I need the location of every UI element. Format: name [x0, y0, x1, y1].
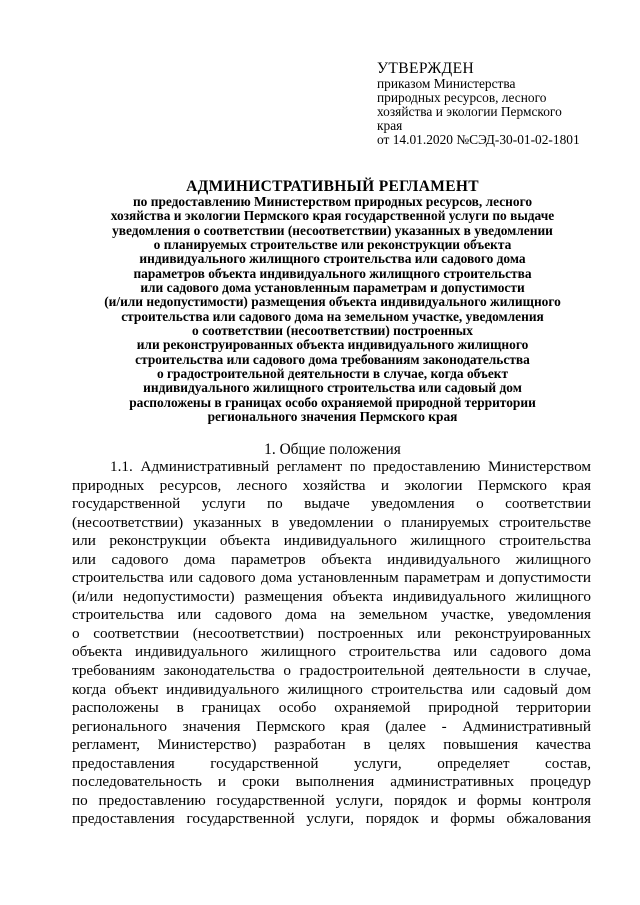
title-line: уведомления о соответствии (несоответствии) указанных в уведомлении	[112, 222, 553, 238]
paragraph-line: регламент, Министерство) разработан в целях повышения качества	[72, 736, 591, 754]
title-line: о планируемых строительстве или реконструкции объекта	[153, 237, 512, 253]
paragraph-line: объекта индивидуального жилищного строительства или садового дома	[72, 643, 591, 661]
title-line: параметров объекта индивидуального жилищного строительства	[133, 265, 532, 281]
paragraph-line: строительства или садового дома на земельном участке, уведомления	[72, 606, 591, 624]
title-line: хозяйства и экологии Пермского края государственной услуги по выдаче	[110, 208, 555, 224]
title-line: по предоставлению Министерством природных ресурсов, лесного	[132, 194, 533, 209]
title-line: или реконструированных объекта индивидуального жилищного	[136, 337, 529, 353]
paragraph-line: расположены в границах особо охраняемой природной территории	[72, 699, 591, 717]
approval-line: приказом Министерства	[377, 76, 516, 91]
approval-line: края	[377, 118, 403, 133]
paragraph-line: 1.1. Административный регламент по предоставлению Министерством	[110, 458, 591, 475]
document-title	[60, 178, 605, 425]
paragraph-line: регионального значения Пермского края (далее - Административный	[72, 717, 591, 735]
title-line: индивидуального жилищного строительства или садового дома	[139, 251, 526, 267]
paragraph-line: строительства или садового дома установленным параметрам и допустимости	[72, 569, 591, 587]
paragraph-line: или садового дома параметров объекта индивидуального жилищного	[72, 550, 591, 568]
paragraph-line: когда объект индивидуального жилищного строительства или садовый дом	[72, 680, 591, 698]
paragraph-line: по предоставлению государственной услуги, порядок и формы контроля	[72, 791, 591, 809]
paragraph-line: о соответствии (несоответствии) построенных или реконструированных	[72, 624, 591, 642]
approval-stamp	[377, 60, 617, 147]
paragraph-line: (и/или недопустимости) размещения объекта индивидуального жилищного	[72, 587, 591, 605]
title-line: регионального значения Пермского края	[207, 409, 458, 425]
title-line: о градостроительной деятельности в случае, когда объект	[156, 366, 509, 382]
paragraph-line: предоставления государственной услуги, определяет состав,	[72, 754, 591, 772]
paragraph-line: природных ресурсов, лесного хозяйства и экологии Пермского края	[72, 476, 591, 494]
approval-line: хозяйства и экологии Пермского	[377, 104, 562, 119]
title-line: индивидуального жилищного строительства или садовый дом	[143, 380, 522, 396]
approval-line: природных ресурсов, лесного	[377, 90, 547, 105]
title-heading: АДМИНИСТРАТИВНЫЙ РЕГЛАМЕНТ	[186, 178, 479, 195]
paragraph-line: или реконструкции объекта индивидуального жилищного строительства	[72, 532, 591, 550]
section-heading: 1. Общие положения	[264, 441, 401, 458]
paragraph-line: последовательность и сроки выполнения административных процедур	[72, 773, 591, 791]
title-line: (и/или недопустимости) размещения объекта индивидуального жилищного	[104, 294, 561, 310]
paragraph-line: предоставления государственной услуги, порядок и формы обжалования	[72, 810, 591, 828]
title-line: или садового дома установленным параметрам и допустимости	[140, 280, 525, 296]
title-line: расположены в границах особо охраняемой природной территории	[129, 394, 536, 410]
title-line: строительства или садового дома требованиям законодательства	[135, 351, 530, 367]
approval-heading: УТВЕРЖДЕН	[377, 60, 475, 77]
paragraph-line: (несоответствии) указанных в уведомлении о планируемых строительстве	[72, 513, 591, 531]
paragraph-line: государственной услуги по выдаче уведомления о соответствии	[72, 495, 591, 513]
body-paragraph	[72, 458, 591, 829]
approval-order-number: от 14.01.2020 №СЭД-30-01-02-1801	[377, 132, 580, 147]
title-line: строительства или садового дома на земельном участке, уведомления	[121, 308, 544, 324]
paragraph-line: требованиям законодательства о градостроительной деятельности в случае,	[72, 662, 591, 680]
title-line: о соответствии (несоответствии) построенных	[192, 323, 473, 339]
